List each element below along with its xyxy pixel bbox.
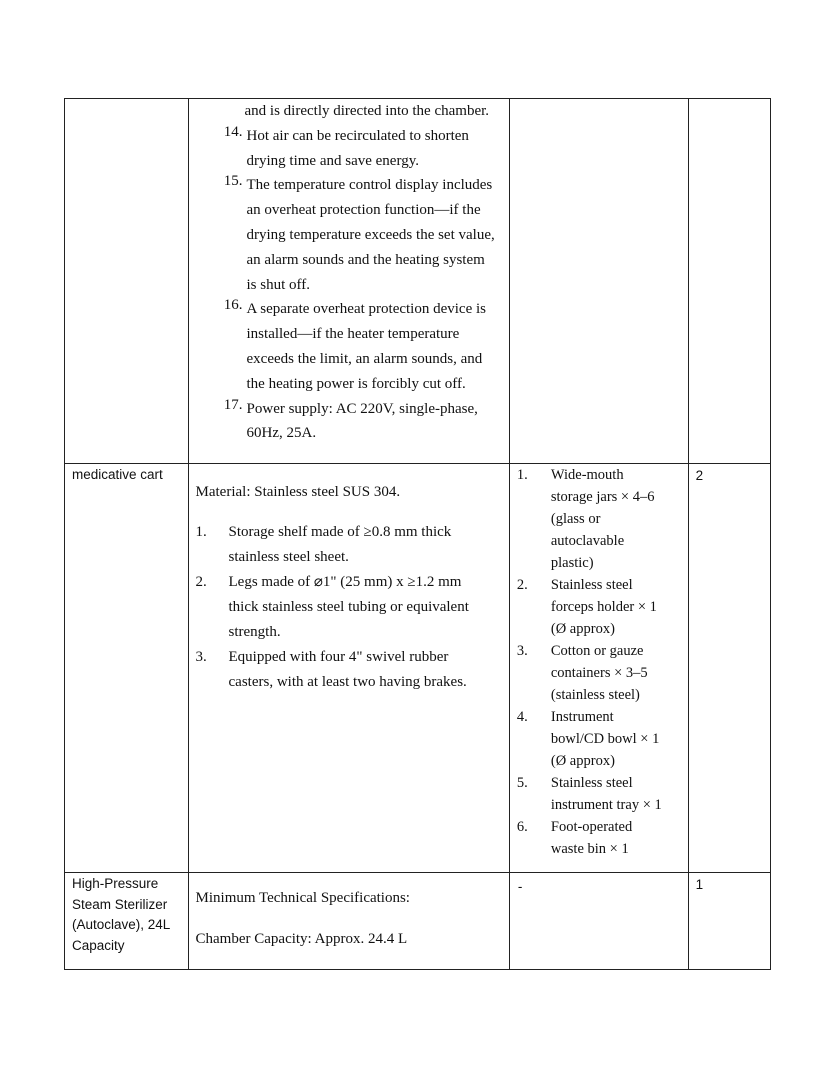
item-text-line: (Ø approx) <box>550 753 615 769</box>
item-text-line: storage jars × 4–6 <box>550 489 655 505</box>
item-number: 1. <box>516 467 528 483</box>
item-text-line: bowl/CD bowl × 1 <box>550 731 660 747</box>
item-text-line: instrument tray × 1 <box>550 797 662 813</box>
table-row <box>65 873 771 970</box>
item-text-line: stainless steel sheet. <box>228 549 349 565</box>
item-text-line: (glass or <box>550 511 601 527</box>
material-line: Material: Stainless steel SUS 304. <box>195 484 401 500</box>
item-text-line: Stainless steel <box>550 775 633 791</box>
item-number: 3. <box>516 643 528 659</box>
item-text-line: the heating power is forcibly cut off. <box>246 375 466 392</box>
spec-heading: Minimum Technical Specifications: <box>195 890 410 906</box>
spec-cell <box>188 873 509 970</box>
item-text-line: Legs made of ⌀1" (25 mm) x ≥1.2 mm <box>228 574 462 590</box>
item-text-line: Stainless steel <box>550 577 633 593</box>
item-text-line: forceps holder × 1 <box>550 599 657 615</box>
accessories-cell <box>509 873 688 970</box>
accessories-cell <box>509 464 688 873</box>
item-text-line: Wide-mouth <box>550 467 624 483</box>
item-number: 6. <box>516 819 528 835</box>
item-name-cell <box>65 873 189 970</box>
quantity-cell <box>688 464 770 873</box>
item-text-line: Hot air can be recirculated to shorten <box>246 127 469 144</box>
list-item <box>517 640 688 706</box>
continuation-line: and is directly directed into the chamber. <box>244 103 490 119</box>
list-item <box>517 706 688 772</box>
item-text-line: casters, with at least two having brakes. <box>228 674 467 690</box>
item-number: 14. <box>223 123 243 140</box>
item-name-line: (Autoclave), 24L <box>72 917 171 932</box>
table-row <box>65 99 771 464</box>
quantity-value: 2 <box>695 468 704 483</box>
item-number: 5. <box>516 775 528 791</box>
spec-cell <box>188 99 509 464</box>
spec-list <box>189 520 509 695</box>
item-name-cell <box>65 464 189 873</box>
item-text-line: containers × 3–5 <box>550 665 648 681</box>
list-item <box>219 297 509 396</box>
item-text-line: an overheat protection function—if the <box>246 202 481 219</box>
item-number: 2. <box>195 574 207 590</box>
item-text-line: autoclavable <box>550 533 625 549</box>
item-number: 16. <box>223 297 243 314</box>
item-text-line: drying time and save energy. <box>246 152 419 169</box>
list-item <box>517 464 688 574</box>
item-text-line: Cotton or gauze <box>550 643 644 659</box>
equipment-spec-table <box>64 98 771 970</box>
item-text-line: The temperature control display includes <box>246 177 493 194</box>
item-text-line: Foot-operated <box>550 819 633 835</box>
item-text-line: an alarm sounds and the heating system <box>246 251 485 268</box>
item-text-line: installed—if the heater temperature <box>246 326 460 343</box>
accessories-cell <box>509 99 688 464</box>
item-name-line: Steam Sterilizer <box>72 896 168 912</box>
list-item <box>219 173 509 297</box>
item-text-line: A separate overheat protection device is <box>246 301 486 318</box>
spec-list <box>219 124 509 446</box>
item-text-line: waste bin × 1 <box>550 841 629 857</box>
list-item <box>196 645 509 695</box>
item-text-line: 60Hz, 25A. <box>246 425 317 442</box>
item-name <box>65 873 188 956</box>
item-text-line: strength. <box>228 624 281 640</box>
item-name-cell <box>65 99 189 464</box>
list-item <box>517 574 688 640</box>
item-text-line: drying temperature exceeds the set value, <box>246 226 495 243</box>
item-text-line: thick stainless steel tubing or equivalent <box>228 599 469 615</box>
item-text-line: Power supply: AC 220V, single-phase, <box>246 400 478 417</box>
item-name: medicative cart <box>72 467 163 482</box>
item-number: 17. <box>223 396 243 413</box>
item-text-line: (Ø approx) <box>550 621 615 637</box>
accessories-value: - <box>517 879 523 894</box>
item-text-line: exceeds the limit, an alarm sounds, and <box>246 350 483 367</box>
item-number: 15. <box>223 173 243 190</box>
item-name-line: Capacity <box>72 937 125 953</box>
item-number: 2. <box>516 577 528 593</box>
item-text-line: Instrument <box>550 709 614 725</box>
quantity-cell <box>688 99 770 464</box>
chamber-capacity: Chamber Capacity: Approx. 24.4 L <box>195 931 408 947</box>
item-text-line: plastic) <box>550 555 594 571</box>
accessory-list <box>510 464 688 860</box>
list-item <box>196 520 509 570</box>
item-text-line: is shut off. <box>246 276 310 293</box>
item-number: 3. <box>195 649 207 665</box>
quantity-cell <box>688 873 770 970</box>
item-name-line: High-Pressure <box>72 876 159 891</box>
item-number: 4. <box>516 709 528 725</box>
list-item <box>196 570 509 645</box>
item-text-line: Storage shelf made of ≥0.8 mm thick <box>228 524 452 540</box>
list-item <box>517 816 688 860</box>
list-item <box>517 772 688 816</box>
list-item <box>219 397 509 447</box>
item-text-line: Equipped with four 4" swivel rubber <box>228 649 449 665</box>
spec-cell <box>188 464 509 873</box>
list-item <box>219 124 509 174</box>
table-row <box>65 464 771 873</box>
item-text-line: (stainless steel) <box>550 687 640 703</box>
quantity-value: 1 <box>695 877 704 892</box>
item-number: 1. <box>195 524 207 540</box>
